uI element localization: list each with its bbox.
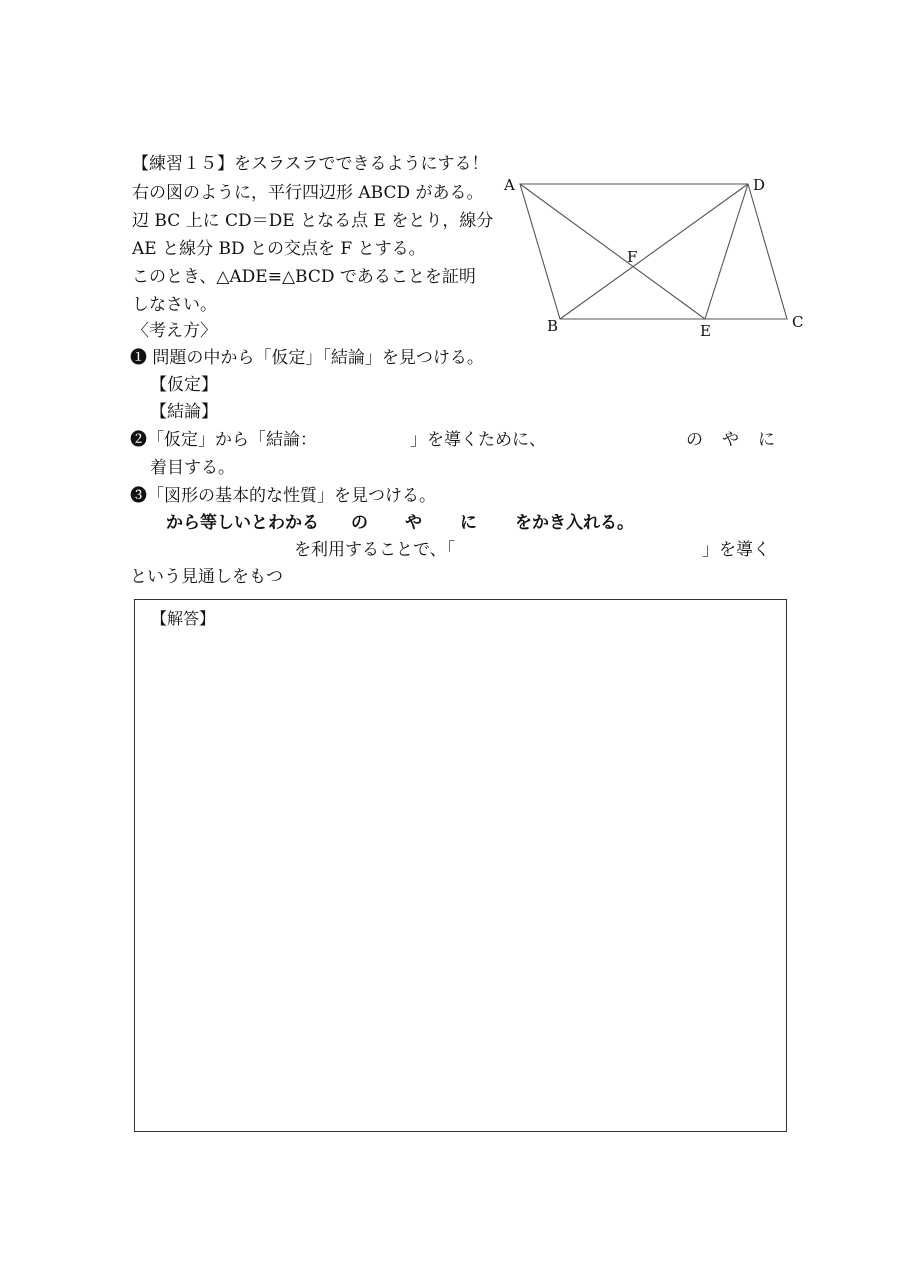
label-d: D bbox=[753, 176, 766, 194]
problem-line-4: このとき、△ADE≡△BCD であることを証明 bbox=[132, 267, 476, 287]
bold-write-in: をかき入れる。 bbox=[515, 513, 634, 533]
bold-no: の bbox=[351, 513, 368, 533]
conclusion-label: 【結論】 bbox=[150, 402, 218, 422]
problem-line-5: しなさい。 bbox=[132, 295, 217, 315]
segment-ae bbox=[520, 184, 705, 319]
problem-line-1: 右の図のように，平行四辺形 ABCD がある。 bbox=[132, 183, 484, 203]
outlook-text: という見通しをもつ bbox=[130, 567, 283, 587]
answer-box[interactable] bbox=[134, 599, 787, 1132]
step-2-middle: 」を導くために、 bbox=[410, 430, 546, 450]
parallelogram-figure bbox=[495, 172, 815, 347]
approach-heading: 〈考え方〉 bbox=[132, 321, 217, 341]
assumption-label: 【仮定】 bbox=[150, 375, 218, 395]
bold-equal-text: から等しいとわかる bbox=[166, 513, 319, 533]
step-2-ni: に bbox=[758, 430, 775, 450]
label-c: C bbox=[792, 313, 804, 331]
step-2-ya: や bbox=[722, 430, 739, 450]
answer-label: 【解答】 bbox=[151, 609, 216, 628]
label-b: B bbox=[547, 317, 559, 335]
step-3: ❸「図形の基本的な性質」を見つける。 bbox=[130, 486, 436, 506]
step-2-start: ❷「仮定」から「結論： bbox=[130, 430, 317, 450]
problem-line-2: 辺 BC 上に CD＝DE となる点 E をとり，線分 bbox=[132, 211, 494, 231]
step-2-no: の bbox=[686, 430, 703, 450]
step-1: ❶ 問題の中から「仮定」「結論」を見つける。 bbox=[130, 348, 484, 368]
segment-bd bbox=[560, 184, 748, 319]
bold-ya: や bbox=[405, 513, 422, 533]
problem-line-3: AE と線分 BD との交点を F とする。 bbox=[132, 239, 426, 259]
exercise-title: 【練習１５】をスラスラでできるようにする！ bbox=[132, 154, 489, 174]
step-2-end: 着目する。 bbox=[150, 458, 235, 478]
segment-de bbox=[705, 184, 748, 319]
bold-ni: に bbox=[460, 513, 477, 533]
label-a: A bbox=[504, 176, 515, 194]
label-f: F bbox=[627, 248, 638, 266]
derive-text: 」を導く bbox=[702, 540, 770, 560]
label-e: E bbox=[700, 322, 711, 340]
use-property-text: を利用することで、「 bbox=[294, 540, 456, 560]
